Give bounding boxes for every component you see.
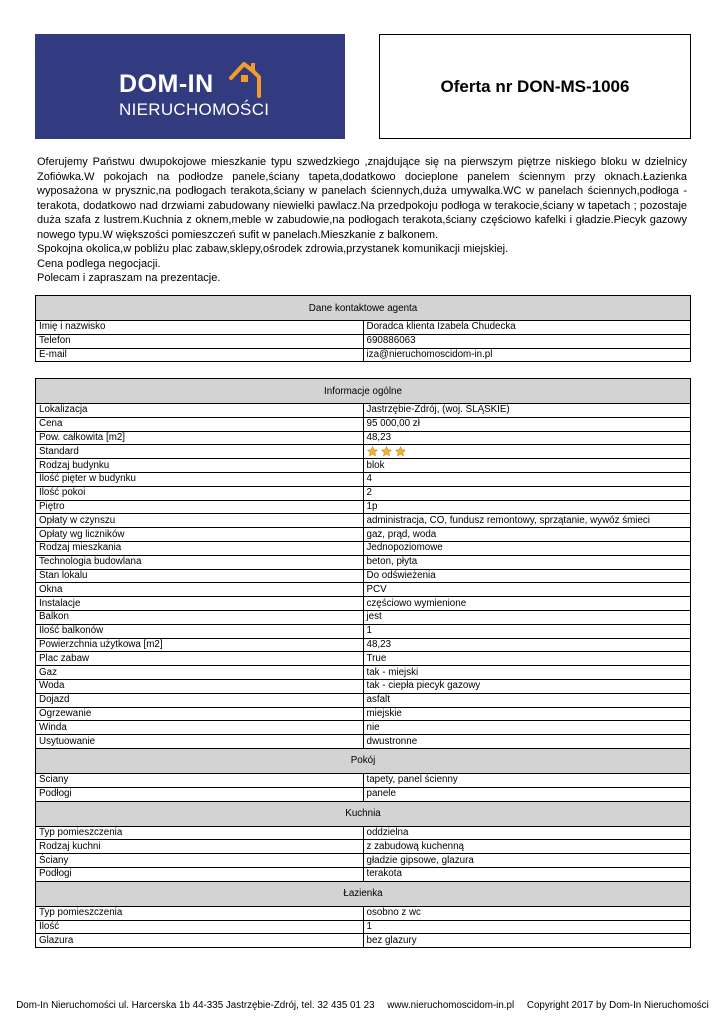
footer-website[interactable]: www.nieruchomoscidom-in.pl [387, 1000, 515, 1011]
row-label: Instalacje [36, 597, 364, 611]
table-row [36, 541, 691, 555]
row-value: bez glazury [363, 934, 691, 948]
row-label: Ogrzewanie [36, 707, 364, 721]
row-value: Jastrzębie-Zdrój, (woj. ŚLĄSKIE) [363, 404, 691, 418]
row-label: Ilość balkonów [36, 624, 364, 638]
row-label: Dojazd [36, 693, 364, 707]
row-value: częściowo wymienione [363, 597, 691, 611]
contact-phone-value: 690886063 [363, 334, 691, 348]
table-row [36, 597, 691, 611]
row-value: administracja, CO, fundusz remontowy, sprzątanie, wywóz śmieci [363, 514, 691, 528]
table-row [36, 652, 691, 666]
table-row [36, 431, 691, 445]
table-row [36, 555, 691, 569]
star-icon [395, 446, 406, 457]
contact-table [35, 295, 691, 362]
row-label: Technologia budowlana [36, 555, 364, 569]
star-icon [367, 446, 378, 457]
row-label: Cena [36, 417, 364, 431]
room-section-header: Kuchnia [36, 801, 691, 826]
row-label: Balkon [36, 610, 364, 624]
table-row [36, 787, 691, 801]
table-row [36, 906, 691, 920]
row-value: panele [363, 787, 691, 801]
row-value: 1p [363, 500, 691, 514]
table-row [36, 417, 691, 431]
footer-copyright: Copyright 2017 by Dom-In Nieruchomości [526, 1000, 709, 1011]
row-value: 4 [363, 472, 691, 486]
row-label: Podłogi [36, 867, 364, 881]
room-section-header: Pokój [36, 748, 691, 773]
contact-email-value[interactable]: iza@nieruchomoscidom-in.pl [363, 348, 691, 362]
table-row [36, 459, 691, 473]
room-section-header: Łazienka [36, 881, 691, 906]
row-value: 2 [363, 486, 691, 500]
row-value: osobno z wc [363, 906, 691, 920]
logo-name-line2: NIERUCHOMOŚCI [119, 100, 270, 119]
row-value: Jednopoziomowe [363, 541, 691, 555]
property-info-table [35, 378, 691, 948]
row-value: 1 [363, 624, 691, 638]
table-row [36, 638, 691, 652]
table-row [36, 826, 691, 840]
row-label: Typ pomieszczenia [36, 906, 364, 920]
row-value: oddzielna [363, 826, 691, 840]
row-label: Opłaty w czynszu [36, 514, 364, 528]
row-value: asfalt [363, 693, 691, 707]
contact-label: Imię i nazwisko [36, 321, 364, 335]
row-value: 48,23 [363, 431, 691, 445]
contact-label: E-mail [36, 348, 364, 362]
table-row [36, 334, 691, 348]
table-row [36, 528, 691, 542]
row-label: Opłaty wg liczników [36, 528, 364, 542]
row-label: Woda [36, 679, 364, 693]
row-value: gaz, prąd, woda [363, 528, 691, 542]
footer-address: Dom-In Nieruchomości ul. Harcerska 1b 44-335 Jastrzębie-Zdrój, tel. 32 435 01 23 [16, 1000, 375, 1011]
contact-name-value: Doradca klienta Izabela Chudecka [363, 321, 691, 335]
contact-label: Telefon [36, 334, 364, 348]
table-row [36, 569, 691, 583]
table-row [36, 514, 691, 528]
table-row [36, 348, 691, 362]
offer-description [37, 155, 687, 286]
description-price-note: Cena podlega negocjacji. [37, 257, 161, 270]
offer-title: Oferta nr DON-MS-1006 [440, 76, 630, 96]
page-footer [0, 1000, 725, 1011]
table-row [36, 867, 691, 881]
row-label: Piętro [36, 500, 364, 514]
table-row [36, 773, 691, 787]
row-value: 95 000,00 zł [363, 417, 691, 431]
table-row [36, 735, 691, 749]
table-row [36, 934, 691, 948]
row-value: tak - miejski [363, 666, 691, 680]
row-value: miejskie [363, 707, 691, 721]
row-label: Usytuowanie [36, 735, 364, 749]
logo-graphic [35, 34, 345, 139]
row-label: Rodzaj mieszkania [36, 541, 364, 555]
table-row [36, 486, 691, 500]
table-row [36, 707, 691, 721]
row-label: Ściany [36, 854, 364, 868]
row-label: Plac zabaw [36, 652, 364, 666]
row-value: 48,23 [363, 638, 691, 652]
standard-rating [363, 445, 691, 459]
table-row [36, 583, 691, 597]
table-row [36, 624, 691, 638]
row-value: Do odświeżenia [363, 569, 691, 583]
table-row [36, 721, 691, 735]
row-label: Gaz [36, 666, 364, 680]
contact-header: Dane kontaktowe agenta [36, 296, 691, 321]
house-wall-icon [253, 71, 259, 96]
company-logo [35, 34, 345, 139]
row-label: Ściany [36, 773, 364, 787]
table-row [36, 693, 691, 707]
row-value: PCV [363, 583, 691, 597]
row-label: Lokalizacja [36, 404, 364, 418]
row-value: True [363, 652, 691, 666]
row-label: Pow. całkowita [m2] [36, 431, 364, 445]
row-label: Stan lokalu [36, 569, 364, 583]
row-label: Okna [36, 583, 364, 597]
row-label: Ilość pięter w budynku [36, 472, 364, 486]
row-value: blok [363, 459, 691, 473]
table-row [36, 679, 691, 693]
row-label: Ilość [36, 920, 364, 934]
table-row [36, 500, 691, 514]
table-row [36, 610, 691, 624]
row-label: Standard [36, 445, 364, 459]
row-label: Glazura [36, 934, 364, 948]
row-value: beton, płyta [363, 555, 691, 569]
table-row [36, 920, 691, 934]
row-label: Ilość pokoi [36, 486, 364, 500]
description-invitation: Polecam i zapraszam na prezentacje. [37, 272, 221, 284]
row-value: gładzie gipsowe, glazura [363, 854, 691, 868]
row-label: Rodzaj kuchni [36, 840, 364, 854]
row-value: z zabudową kuchenną [363, 840, 691, 854]
general-info-header: Informacje ogólne [36, 379, 691, 404]
row-value: nie [363, 721, 691, 735]
row-value: tapety, panel ścienny [363, 773, 691, 787]
table-row [36, 445, 691, 459]
house-chimney-icon [251, 63, 255, 70]
logo-name-line1: DOM-IN [119, 70, 214, 98]
star-icon [381, 446, 392, 457]
row-value: terakota [363, 867, 691, 881]
row-value: dwustronne [363, 735, 691, 749]
offer-title-box [379, 34, 691, 139]
table-row [36, 472, 691, 486]
description-neighbourhood: Spokojna okolica,w pobliżu plac zabaw,sklepy,ośrodek zdrowia,przystanek komunikacji miejskiej. [37, 243, 509, 255]
row-value: jest [363, 610, 691, 624]
row-label: Typ pomieszczenia [36, 826, 364, 840]
table-row [36, 321, 691, 335]
row-label: Powierzchnia użytkowa [m2] [36, 638, 364, 652]
table-row [36, 840, 691, 854]
table-row [36, 404, 691, 418]
house-window-icon [241, 75, 248, 82]
row-value: 1 [363, 920, 691, 934]
row-label: Podłogi [36, 787, 364, 801]
row-label: Rodzaj budynku [36, 459, 364, 473]
row-value: tak - ciepła piecyk gazowy [363, 679, 691, 693]
table-row [36, 854, 691, 868]
row-label: Winda [36, 721, 364, 735]
description-paragraph: Oferujemy Państwu dwupokojowe mieszkanie typu szwedzkiego ,znajdujące się na pierwszym piętrze niskiego bloku w dzielnicy Zofiówka.W pokojach na podłodze panele,ściany tapeta,dodatkowo docieplone panelem ściennym przy oknach.Łazienka wyposażona w prysznic,na podłogach terakota,ściany w panelach ściennych,duża umywalka.WC w panelach ściennych,podłoga -terakota, dodatkowo nad drzwiami zabudowany niewielki pawlacz.Na przedpokoju podłoga w terakocie,ściany w tapetach ; pozostaje duża szafa z lustrem.Kuchnia z oknem,meble w zabudowie,na podłogach terakota,ściany częściowo kafelki i gładzie.Piecyk gazowy nowego typu.W większości pomieszczeń sufit w panelach.Mieszkanie z balkonem. [37, 156, 687, 241]
table-row [36, 666, 691, 680]
